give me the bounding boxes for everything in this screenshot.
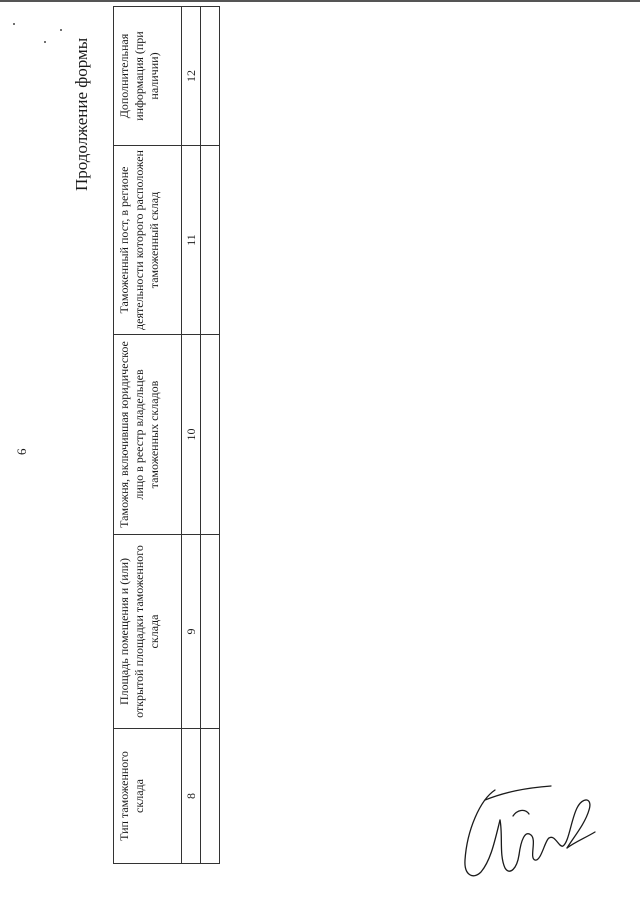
header-cell: Таможня, включившая юридическое лицо в реестр владельцев таможенных складов <box>114 335 182 535</box>
header-cell: Дополнительная информация (при наличии) <box>114 7 182 146</box>
column-number: 10 <box>182 335 201 535</box>
continuation-title: Продолжение формы <box>72 37 91 191</box>
column-number: 12 <box>182 7 201 146</box>
empty-cell <box>201 7 220 146</box>
handwritten-signature <box>455 780 605 885</box>
table-header-row <box>114 7 182 864</box>
column-number: 9 <box>182 535 201 729</box>
empty-cell <box>201 729 220 864</box>
form-table <box>113 6 220 864</box>
header-cell: Таможенный пост, в регионе деятельности которого расположен таможенный склад <box>114 146 182 335</box>
empty-data-row <box>201 7 220 864</box>
empty-cell <box>201 535 220 729</box>
column-number: 11 <box>182 146 201 335</box>
empty-cell <box>201 146 220 335</box>
column-number: 8 <box>182 729 201 864</box>
column-number-row <box>182 7 201 864</box>
header-cell: Тип таможенного склада <box>114 729 182 864</box>
page-number: 6 <box>14 448 29 455</box>
empty-cell <box>201 335 220 535</box>
header-cell: Площадь помещения и (или) открытой площадки таможенного склада <box>114 535 182 729</box>
